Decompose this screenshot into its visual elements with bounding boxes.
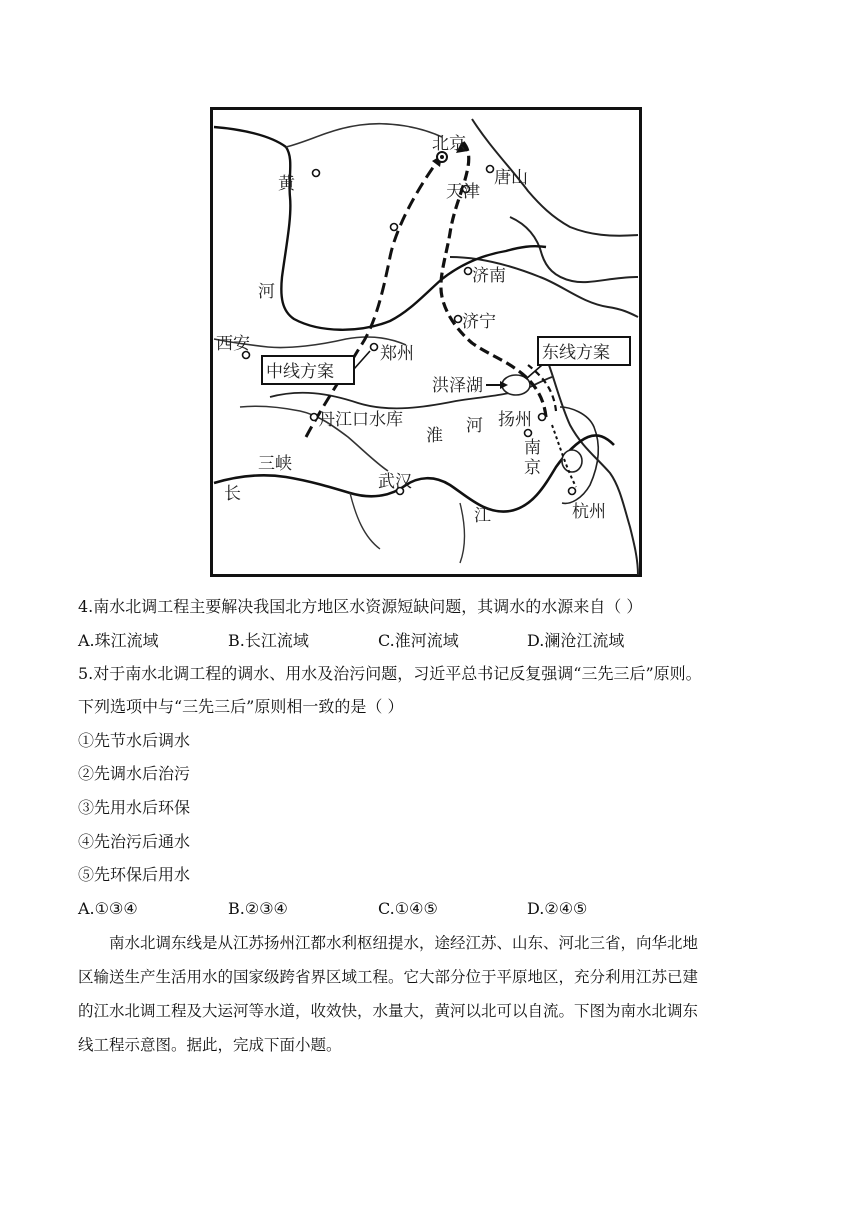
q5-item-5: ⑤先环保后用水: [78, 865, 191, 884]
label-east-route: 东线方案: [542, 343, 610, 363]
q5-stem-line1: 5.对于南水北调工程的调水、用水及治污问题，习近平总书记反复强调“三先三后”原则。: [78, 664, 702, 683]
label-wuhan: 武汉: [378, 472, 412, 492]
q5-item-2: ②先调水后治污: [78, 764, 191, 783]
q5-option-a[interactable]: A.①③④: [78, 899, 138, 918]
label-yangzhou: 扬州: [498, 410, 532, 430]
passage: [78, 926, 784, 1062]
q4-option-d[interactable]: D.澜沧江流域: [527, 631, 625, 650]
label-chang: 长: [224, 484, 241, 504]
passage-line-1: 南水北调东线是从江苏扬州江都水利枢纽提水，途经江苏、山东、河北三省，向华北地: [109, 934, 699, 952]
label-nanjing-2: 京: [524, 458, 541, 478]
label-nanjing-1: 南: [524, 438, 541, 458]
label-middle-route: 中线方案: [266, 362, 334, 382]
label-jining: 济宁: [462, 312, 496, 332]
label-sanxia: 三峡: [258, 454, 292, 474]
label-tangshan: 唐山: [494, 168, 528, 188]
label-beijing: 北京: [432, 134, 466, 154]
q5-option-c[interactable]: C.①④⑤: [378, 899, 438, 918]
passage-line-4: 线工程示意图。据此，完成下面小题。: [78, 1036, 342, 1054]
label-hangzhou: 杭州: [572, 502, 606, 522]
label-he-yellow: 河: [258, 282, 275, 302]
q5-option-d[interactable]: D.②④⑤: [527, 899, 588, 918]
label-tianjin: 天津: [446, 182, 480, 202]
map-figure: [210, 107, 642, 577]
label-jinan: 济南: [472, 266, 506, 286]
label-huang: 黄: [278, 174, 295, 194]
q5-item-3: ③先用水后环保: [78, 798, 191, 817]
q5-item-4: ④先治污后通水: [78, 832, 191, 851]
passage-line-3: 的江水北调工程及大运河等水道，收效快，水量大，黄河以北可以自流。下图为南水北调东: [78, 1002, 699, 1020]
q5-stem-line2: 下列选项中与“三先三后”原则相一致的是（ ）: [78, 697, 404, 716]
q4-option-b[interactable]: B.长江流域: [228, 631, 309, 650]
label-huai: 淮: [426, 426, 443, 446]
label-he-huai: 河: [466, 416, 483, 436]
label-hongzehu: 洪泽湖: [432, 376, 483, 396]
q4-stem: 4.南水北调工程主要解决我国北方地区水资源短缺问题，其调水的水源来自（ ）: [78, 597, 643, 616]
passage-line-2: 区输送生产生活用水的国家级跨省界区域工程。它大部分位于平原地区，充分利用江苏已建: [78, 968, 699, 986]
label-zhengzhou: 郑州: [380, 344, 414, 364]
q5-option-b[interactable]: B.②③④: [228, 899, 288, 918]
label-jiang: 江: [474, 506, 491, 526]
q5-item-1: ①先节水后调水: [78, 731, 191, 750]
q4-option-a[interactable]: A.珠江流域: [78, 631, 159, 650]
label-xian: 西安: [216, 334, 250, 354]
south-north-water-transfer-map: [210, 107, 642, 577]
label-danjiangkou: 丹江口水库: [318, 410, 403, 430]
q4-option-c[interactable]: C.淮河流域: [378, 631, 459, 650]
